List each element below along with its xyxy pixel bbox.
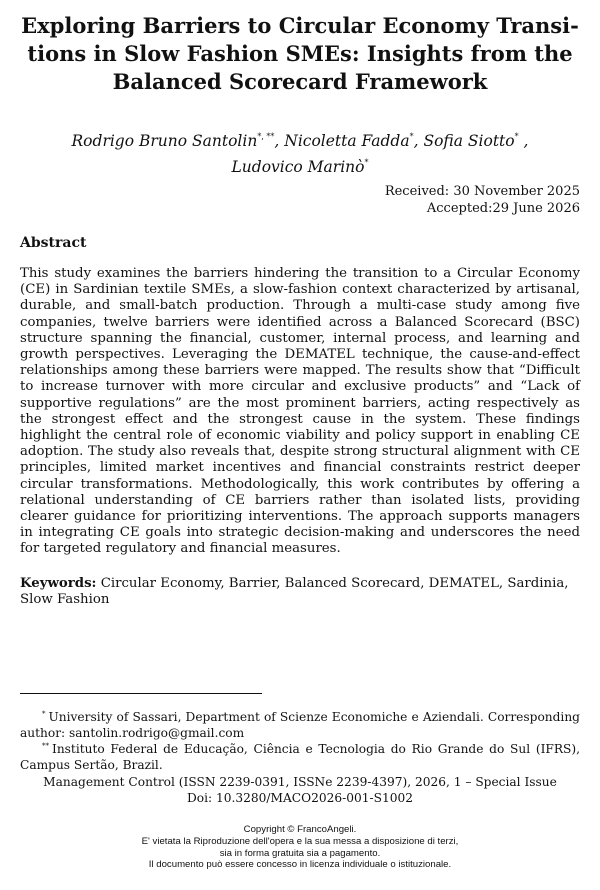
keywords-text: Circular Economy, Barrier, Balanced Scorecard, DEMATEL, Sardinia, Slow Fashion (20, 576, 569, 608)
affiliation-mark: *, ** (257, 132, 275, 141)
abstract-heading: Abstract (20, 235, 87, 251)
affiliation-mark: * (409, 132, 414, 141)
footnote-text: University of Sassari, Department of Scienze Economiche e Aziendali. Corresponding author: santolin.rodrigo@gmail.com (20, 710, 580, 740)
affiliation-mark: * (364, 158, 369, 167)
journal-citation: Management Control (ISSN 2239-0391, ISSNe 2239-4397), 2026, 1 – Special Issue (43, 775, 557, 789)
author-name: Nicoletta Fadda (284, 132, 410, 150)
copyright-line-4: Il documento può essere concesso in licenza individuale o istituzionale. (148, 859, 452, 871)
title-line-2: tions in Slow Fashion SMEs: Insights from the (27, 41, 573, 66)
copyright-notice (20, 824, 580, 871)
accepted-date: Accepted:29 June 2026 (426, 201, 580, 216)
footnote-1 (20, 707, 580, 741)
author-name: Sofia Siotto (423, 132, 515, 150)
submission-dates (385, 183, 580, 217)
footnote-text: Instituto Federal de Educação, Ciência e Tecnologia do Rio Grande do Sul (IFRS), Campus Sertão, Brazil. (20, 742, 580, 772)
affiliation-mark: * (514, 132, 519, 141)
footnote-2 (20, 739, 580, 773)
keywords (20, 576, 580, 608)
author-list (20, 126, 580, 178)
keywords-label: Keywords: (20, 576, 97, 591)
paper-title (20, 12, 580, 96)
journal-doi: Doi: 10.3280/MACO2026-001-S1002 (187, 790, 413, 805)
author-line-2 (20, 152, 580, 178)
copyright-line-1: Copyright © FrancoAngeli. (243, 824, 357, 835)
footnote-mark: ** (42, 742, 49, 750)
title-line-3: Balanced Scorecard Framework (112, 69, 488, 94)
footnote-divider (20, 693, 262, 694)
footnote-mark: * (42, 710, 46, 718)
journal-info (20, 775, 580, 806)
copyright-line-3: sia in forma gratuita sia a pagamento. (219, 847, 381, 859)
abstract-body: This study examines the barriers hindering the transition to a Circular Economy (CE) in Sardinian textile SMEs, a slow-fashion context characterized by artisanal, durable, and small-batch production. Through a multi-case study among five companies, twelve barriers were identified across a Balanced Scorecard (BSC) structure spanning the financial, customer, internal process, and learning and growth perspectives. Leveraging the DEMATEL technique, the cause-and-effect relationships among these barriers were mapped. The results show that “Difficult to increase turnover with more circular and exclusive products” and “Lack of supportive regulations” are the most prominent barriers, acting respectively as the strongest effect and the strongest cause in the system. These findings highlight the central role of economic viability and policy support in enabling CE adoption. The study also reveals that, despite strong structural alignment with CE principles, limited market incentives and financial constraints restrict deeper circular transformations. Methodologically, this work contributes by offering a relational understanding of CE barriers rather than isolated lists, providing clearer guidance for prioritizing interventions. The approach supports managers in integrating CE goals into strategic decision-making and underscores the need for targeted regulatory and financial measures. (20, 266, 580, 557)
author-name: Ludovico Marinò (231, 158, 365, 176)
copyright-line-2: E' vietata la Riproduzione dell'opera e la sua messa a disposizione di terzi, (141, 835, 459, 847)
title-line-1: Exploring Barriers to Circular Economy Transi- (21, 13, 579, 38)
received-date: Received: 30 November 2025 (384, 184, 580, 199)
author-name: Rodrigo Bruno Santolin (71, 132, 258, 150)
author-line-1: Rodrigo Bruno Santolin*, **, Nicoletta Fadda*, Sofia Siotto* , (71, 132, 529, 150)
